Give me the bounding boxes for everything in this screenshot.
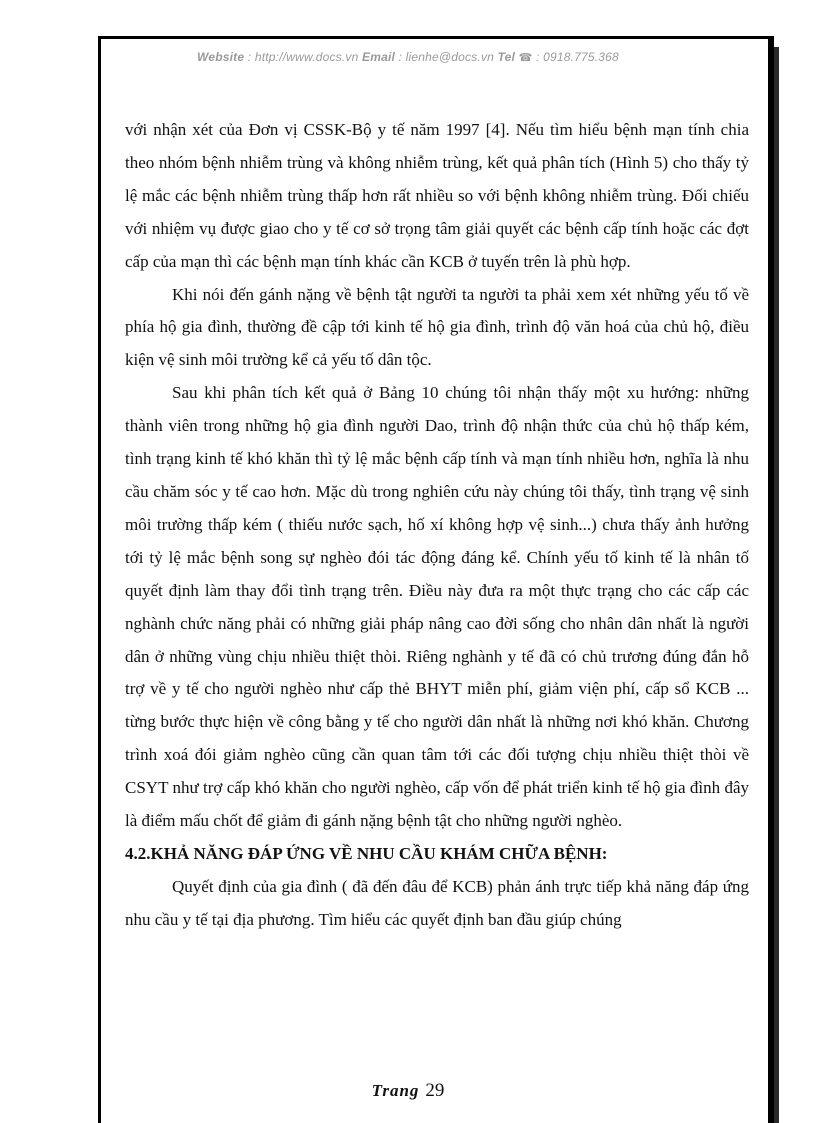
paragraph-1: với nhận xét của Đơn vị CSSK-Bộ y tế năm 1997 [4]. Nếu tìm hiểu bệnh mạn tính chia theo nhóm bệnh nhiễm trùng và không nhiễm trùng, kết quả phân tích (Hình 5) cho thấy tỷ lệ mắc các bệnh nhiễm trùng thấp hơn rất nhiều so với bệnh không nhiễm trùng. Đối chiếu với nhiệm vụ được giao cho y tế cơ sở trọng tâm giải quyết các bệnh cấp tính hoặc các đợt cấp của mạn thì các bệnh mạn tính khác cần KCB ở tuyến trên là phù hợp. bbox=[125, 120, 749, 271]
page-header bbox=[0, 50, 816, 64]
phone-icon: ☎ bbox=[518, 52, 533, 64]
paragraph-4: Quyết định của gia đình ( đã đến đâu để KCB) phản ánh trực tiếp khả năng đáp ứng nhu cầu y tế tại địa phương. Tìm hiểu các quyết định ban đầu giúp chúng bbox=[125, 876, 749, 929]
website-value: : http://www.docs.vn bbox=[244, 50, 363, 64]
page-footer bbox=[0, 1080, 816, 1102]
email-value: : lienhe@docs.vn bbox=[395, 50, 498, 64]
website-label: Website bbox=[197, 50, 245, 64]
email-label: Email bbox=[362, 50, 396, 64]
paragraph-2: Khi nói đến gánh nặng về bệnh tật người ta người ta phải xem xét những yếu tố về phía hộ gia đình, thường đề cập tới kinh tế hộ gia đình, trình độ văn hoá của chủ hộ, điều kiện vệ sinh môi trường kể cả yếu tố dân tộc. bbox=[125, 284, 749, 370]
page-body bbox=[125, 114, 749, 937]
page-number: 29 bbox=[425, 1080, 445, 1101]
section-heading: 4.2.KHẢ NĂNG ĐÁP ỨNG VỀ NHU CẦU KHÁM CHỮA BỆNH: bbox=[125, 843, 608, 863]
paragraph-3: Sau khi phân tích kết quả ở Bảng 10 chúng tôi nhận thấy một xu hướng: những thành viên trong những hộ gia đình người Dao, trình độ nhận thức của chủ hộ thấp kém, tình trạng kinh tế khó khăn thì tỷ lệ mắc bệnh cấp tính và mạn tính nhiều hơn, nghĩa là nhu cầu chăm sóc y tế cao hơn. Mặc dù trong nghiên cứu này chúng tôi thấy, tình trạng vệ sinh môi trường thấp kém ( thiếu nước sạch, hố xí không hợp vệ sinh...) chưa thấy ảnh hưởng tới tỷ lệ mắc bệnh song sự nghèo đói tác động đáng kể. Chính yếu tố kinh tế là nhân tố quyết định làm thay đổi tình trạng trên. Điều này đưa ra một thực trạng cho các cấp các nghành chức năng phải có những giải pháp nâng cao đời sống cho nhân dân nhất là người dân ở những vùng chịu nhiều thiệt thòi. Riêng nghành y tế đã có chủ trương đúng đắn hỗ trợ về y tế cho người nghèo như cấp thẻ BHYT miễn phí, giảm viện phí, cấp sổ KCB ... từng bước thực hiện về công bằng y tế cho người dân nhất là những nơi khó khăn. Chương trình xoá đói giảm nghèo cũng cần quan tâm tới các đối tượng chịu nhiều thiệt thòi về CSYT như trợ cấp khó khăn cho người nghèo, cấp vốn để phát triển kinh tế hộ gia đình đây là điểm mấu chốt để giảm đi gánh nặng bệnh tật cho những người nghèo. bbox=[125, 383, 749, 831]
page-label: Trang bbox=[371, 1081, 420, 1100]
tel-value: : 0918.775.368 bbox=[532, 50, 619, 64]
tel-label: Tel bbox=[497, 50, 516, 64]
